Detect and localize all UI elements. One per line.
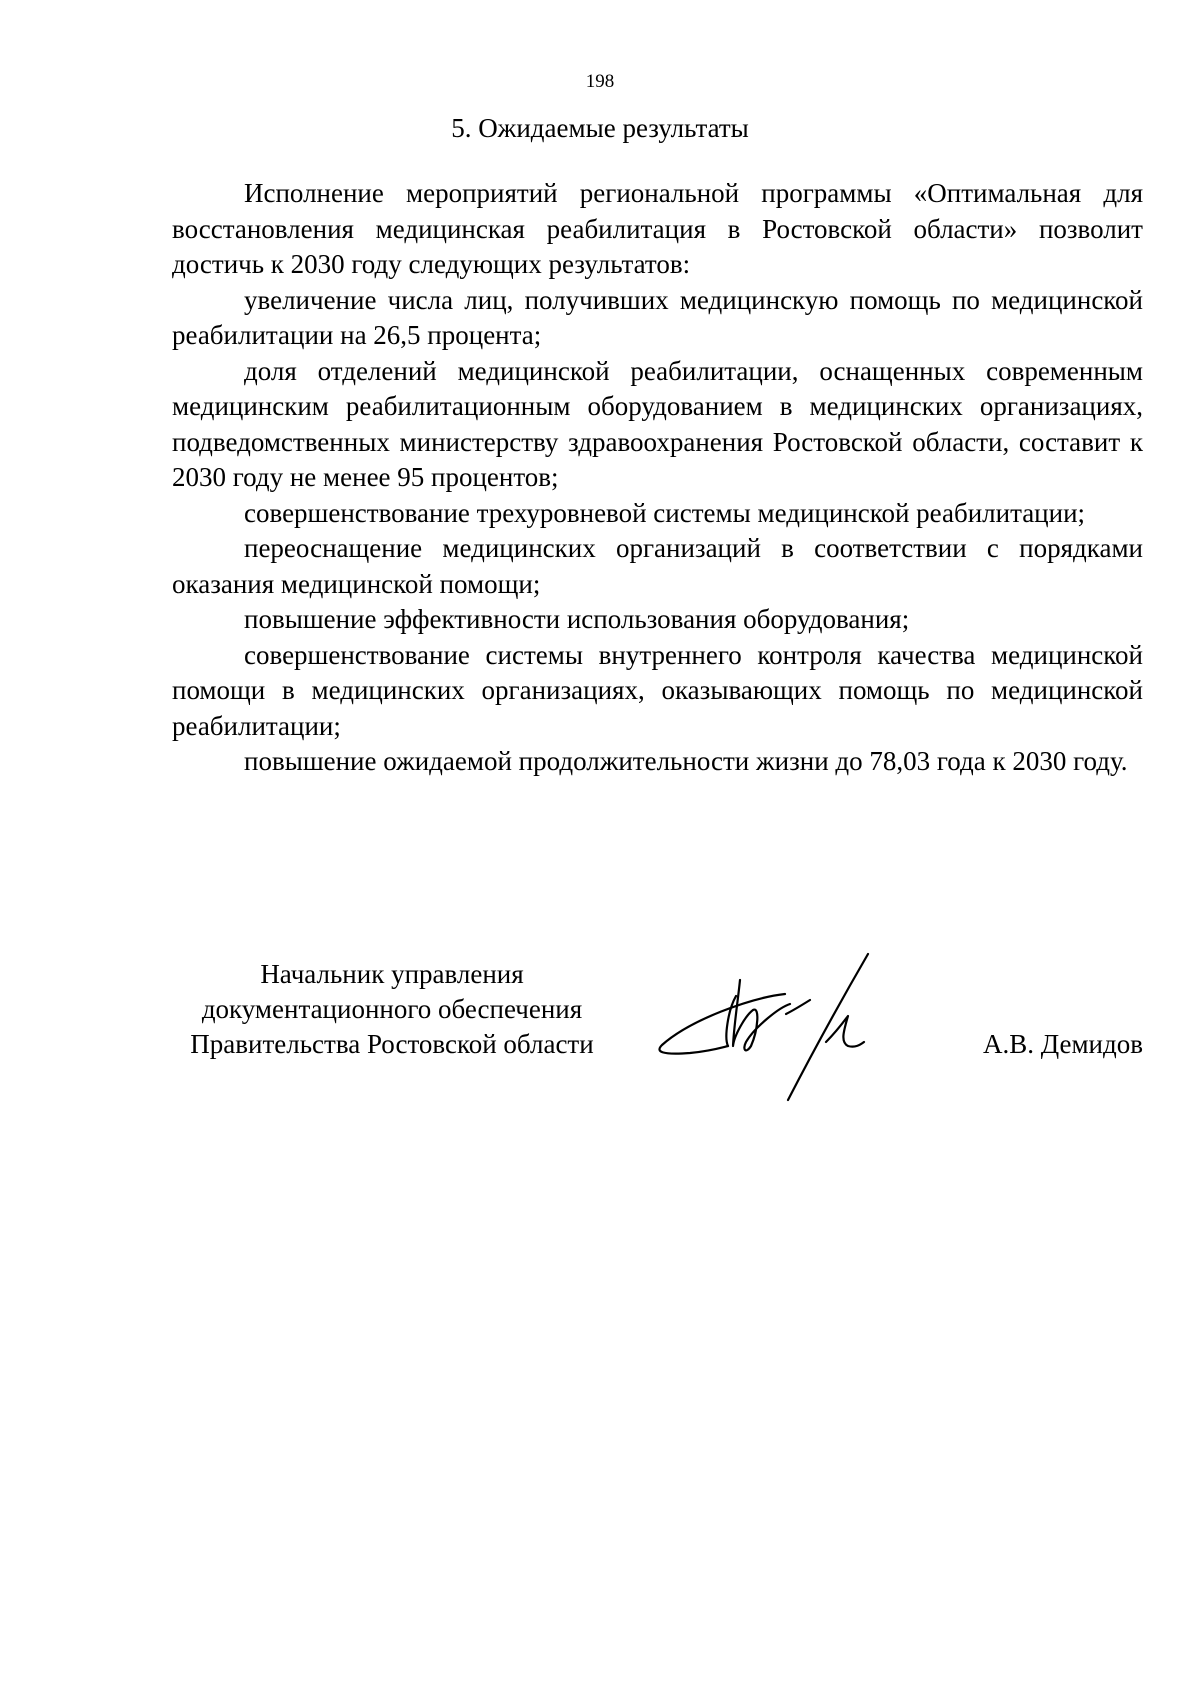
- signatory-position-line: Начальник управления: [260, 959, 524, 989]
- paragraph-result-7: повышение ожидаемой продолжительности жизни до 78,03 года к 2030 году.: [244, 746, 1128, 776]
- handwritten-signature: [650, 950, 930, 1110]
- paragraph-intro: Исполнение мероприятий региональной программы «Оптимальная для восстановления медицинская реабилитация в Ростовской области» позволит достичь к 2030 году следующих результатов:: [172, 178, 1143, 279]
- paragraph-result-3: совершенствование трехуровневой системы медицинской реабилитации;: [244, 497, 1086, 528]
- page-number: 198: [585, 71, 615, 92]
- paragraph-result-6: совершенствование системы внутреннего контроля качества медицинской помощи в медицинских организациях, оказывающих помощь по медицинской реабилитации;: [172, 639, 1143, 741]
- paragraph-result-1: увеличение числа лиц, получивших медицинскую помощь по медицинской реабилитации на 26,5 процента;: [172, 284, 1143, 350]
- signatory-position-line: документационного обеспечения: [201, 994, 583, 1024]
- paragraph-result-4: переоснащение медицинских организаций в соответствии с порядками оказания медицинской помощи;: [172, 533, 1143, 599]
- signatory-name: А.В. Демидов: [982, 1029, 1143, 1059]
- section-heading: 5. Ожидаемые результаты: [451, 113, 749, 143]
- paragraph-result-5: повышение эффективности использования оборудования;: [244, 604, 910, 634]
- paragraph-result-2: доля отделений медицинской реабилитации, оснащенных современным медицинским реабилитационным оборудованием в медицинских организациях, подведомственных министерству здравоохранения Ростовской области, составит к 2030 году не менее 95 процентов;: [172, 355, 1143, 492]
- signatory-position: [172, 957, 612, 1062]
- body-text: [172, 176, 1143, 780]
- signatory-position-line: Правительства Ростовской области: [190, 1029, 594, 1059]
